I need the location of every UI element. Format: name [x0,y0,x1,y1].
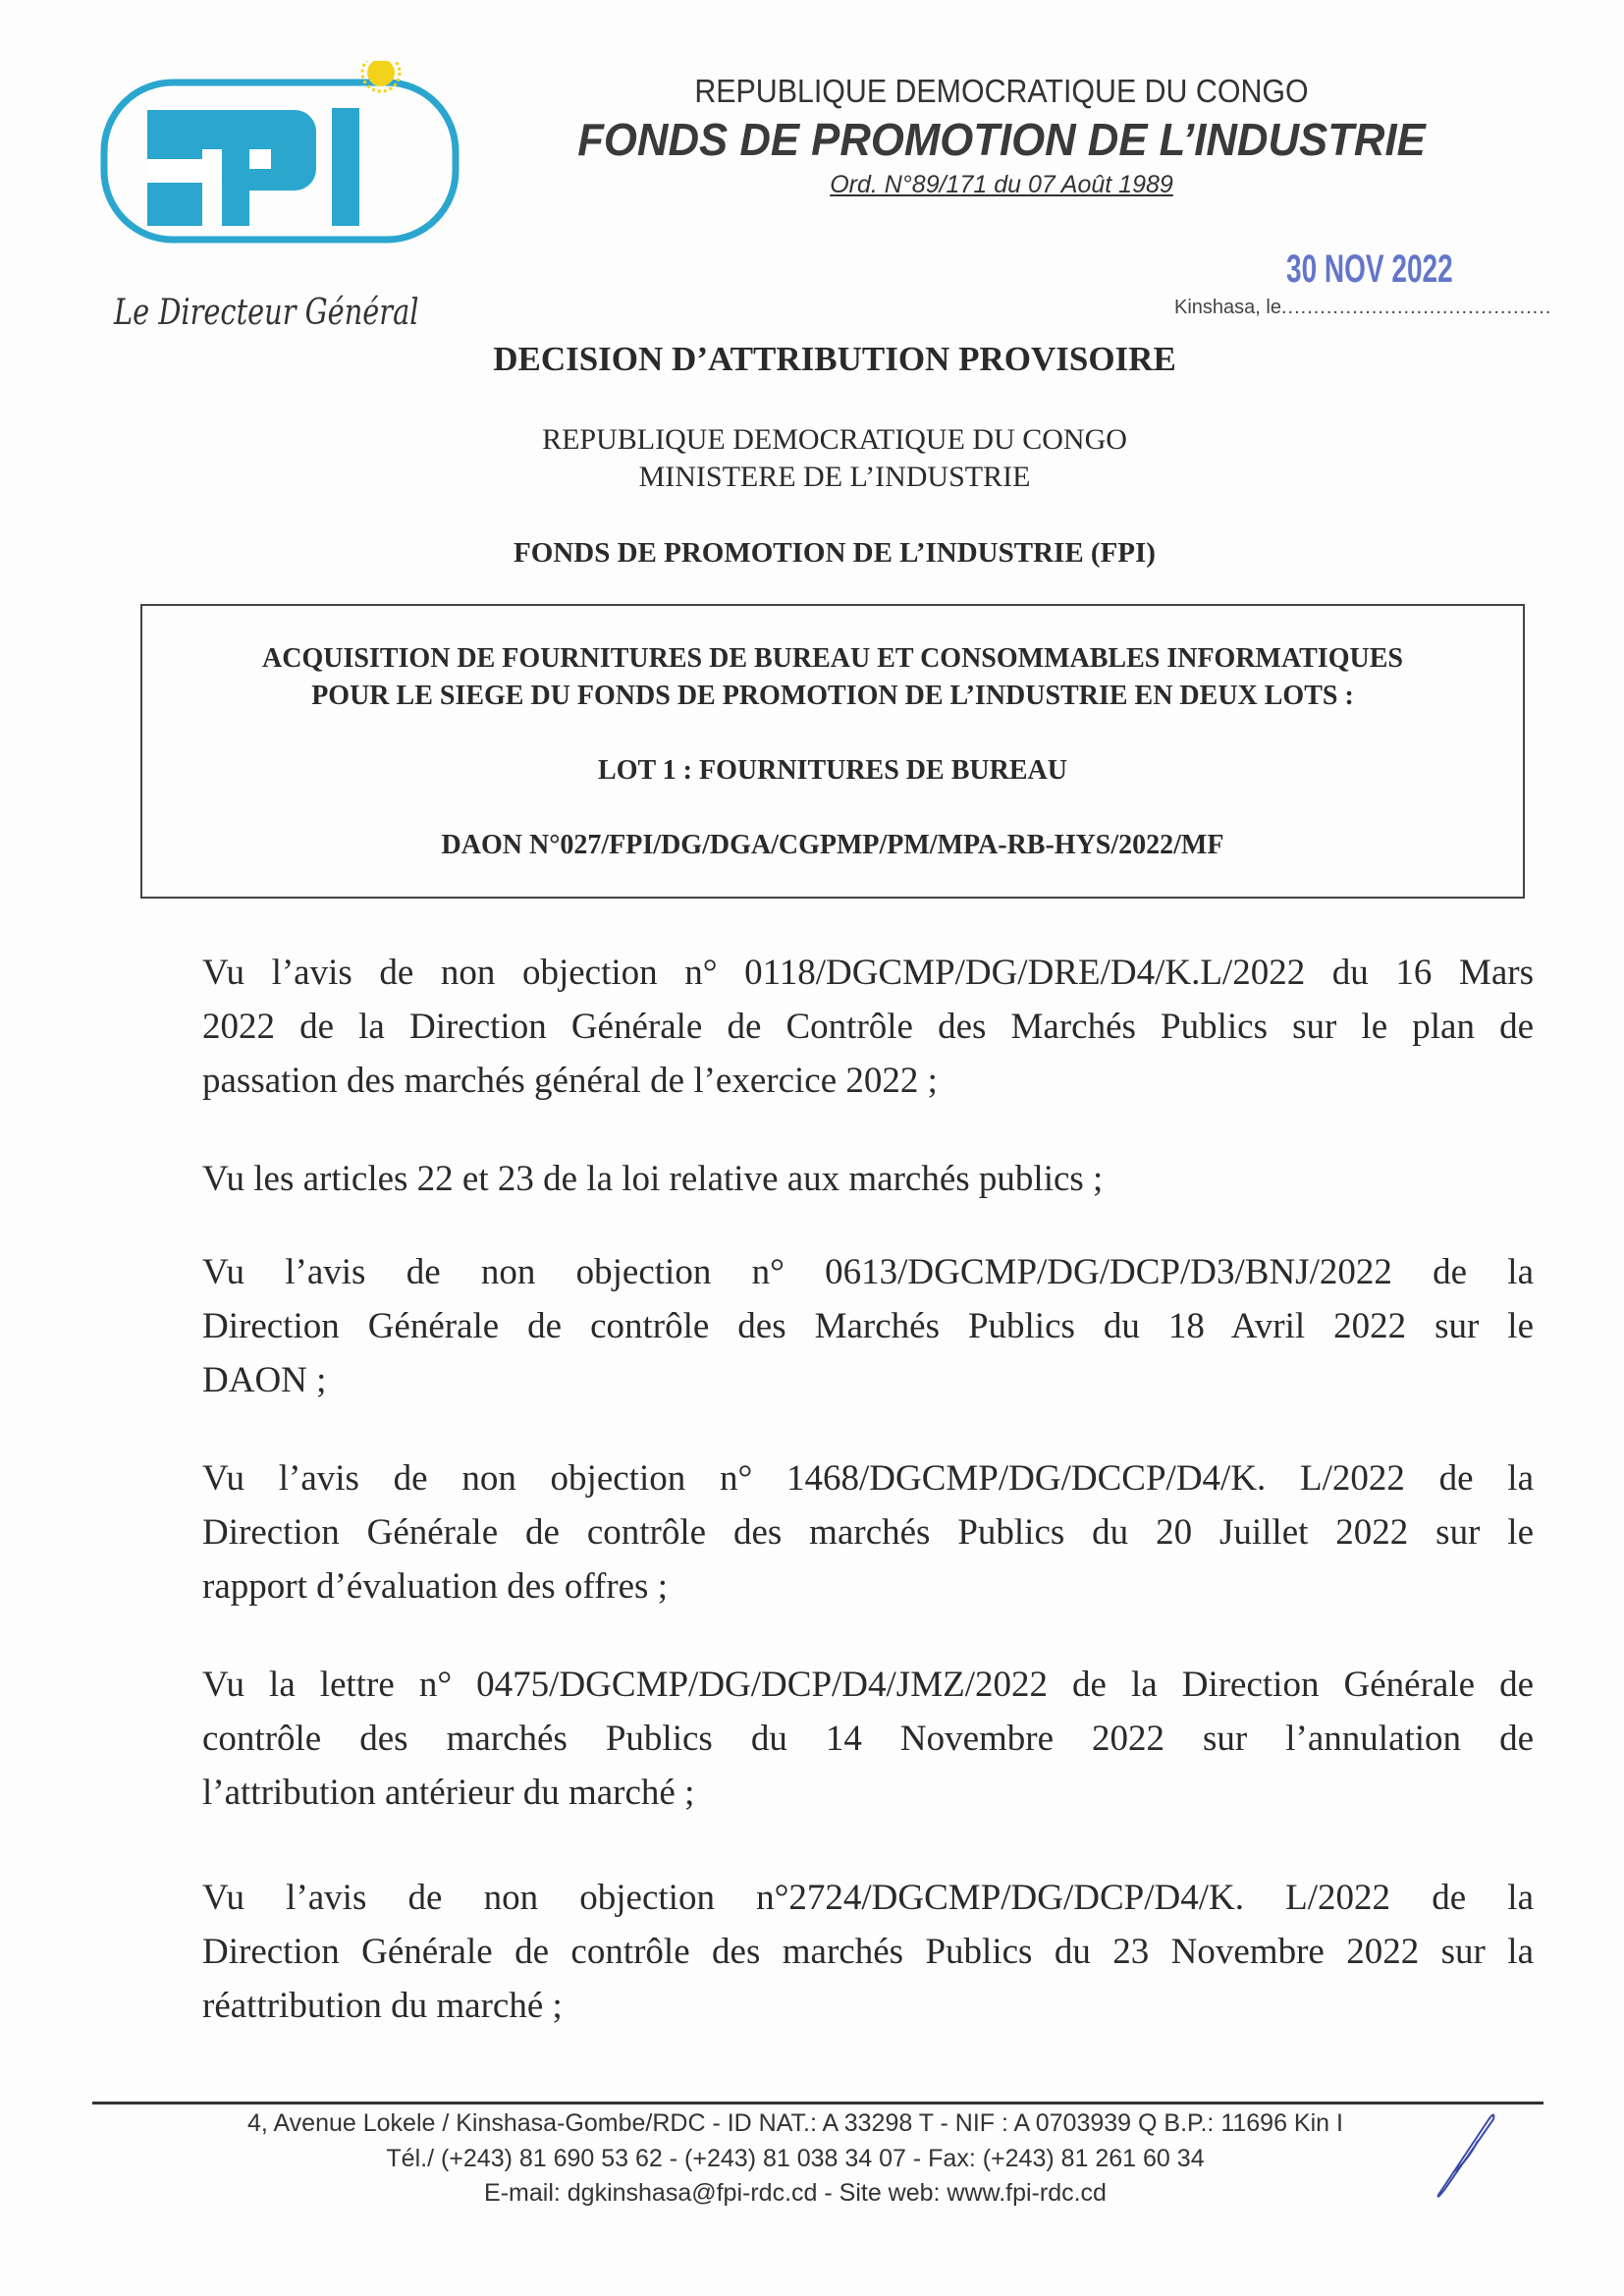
paragraph-5 [202,1658,1534,1820]
text-line: Direction Générale de contrôle des marchés Publics du 20 Juillet 2022 sur le [202,1512,1534,1553]
text-line: Vu l’avis de non objection n° 0118/DGCMP/DG/DRE/D4/K.L/2022 du 16 Mars [202,953,1534,993]
letterhead-ordinance: Ord. N°89/171 du 07 Août 1989 [830,171,1173,198]
text-line: Vu l’avis de non objection n° 0613/DGCMP/DG/DCP/D3/BNJ/2022 de la [202,1252,1534,1292]
text-line: DAON ; [202,1360,327,1400]
fund-line: FONDS DE PROMOTION DE L’INDUSTRIE (FPI) [514,537,1156,569]
paragraph-6 [202,1871,1534,2033]
ministry-line: MINISTERE DE L’INDUSTRIE [638,461,1031,493]
text-line: l’attribution antérieur du marché ; [202,1773,695,1813]
paragraph-2 [202,1152,1534,1206]
tender-subject-2: POUR LE SIEGE DU FONDS DE PROMOTION DE L’INDUSTRIE EN DEUX LOTS : [311,681,1354,711]
document-title: DECISION D’ATTRIBUTION PROVISOIRE [493,340,1176,378]
republic-line: REPUBLIQUE DEMOCRATIQUE DU CONGO [542,423,1127,456]
text-line: réattribution du marché ; [202,1986,563,2026]
signatory-label: Le Directeur Général [114,293,419,333]
text-line: Vu les articles 22 et 23 de la loi relative aux marchés publics ; [202,1159,1104,1199]
text-line: passation des marchés général de l’exercice 2022 ; [202,1061,938,1101]
daon-reference: DAON N°027/FPI/DG/DGA/CGPMP/PM/MPA-RB-HYS/2022/MF [441,830,1224,860]
text-line: Vu l’avis de non objection n° 1468/DGCMP/DG/DCCP/D4/K. L/2022 de la [202,1458,1534,1499]
paragraph-1 [202,946,1534,1108]
lot-label: LOT 1 : FOURNITURES DE BUREAU [598,755,1067,786]
place-label: Kinshasa, le [1174,297,1281,318]
place-date-line: Kinshasa, le.......................................... [1174,297,1552,318]
text-line: Direction Générale de contrôle des Marchés Publics du 18 Avril 2022 sur le [202,1306,1534,1346]
letterhead-organization: FONDS DE PROMOTION DE L’INDUSTRIE [577,114,1426,165]
fpi-logo [98,61,471,252]
text-line: 2022 de la Direction Générale de Contrôle des Marchés Publics sur le plan de [202,1007,1534,1047]
text-line: Vu l’avis de non objection n°2724/DGCMP/DG/DCP/D4/K. L/2022 de la [202,1878,1534,1918]
text-line: contrôle des marchés Publics du 14 Novembre 2022 sur l’annulation de [202,1719,1534,1759]
paragraph-4 [202,1451,1534,1613]
text-line: Direction Générale de contrôle des marchés Publics du 23 Novembre 2022 sur la [202,1932,1534,1972]
text-line: Vu la lettre n° 0475/DGCMP/DG/DCP/D4/JMZ/2022 de la Direction Générale de [202,1665,1534,1705]
footer-phones: Tél./ (+243) 81 690 53 62 - (+243) 81 038 34 07 - Fax: (+243) 81 261 60 34 [386,2145,1205,2172]
footer-divider [92,2102,1543,2105]
letterhead-country: REPUBLIQUE DEMOCRATIQUE DU CONGO [694,73,1309,109]
tender-subject-1: ACQUISITION DE FOURNITURES DE BUREAU ET CONSOMMABLES INFORMATIQUES [262,643,1403,674]
text-line: rapport d’évaluation des offres ; [202,1566,668,1607]
initials-signature-icon [1429,2102,1507,2205]
paragraph-3 [202,1245,1534,1407]
tender-box [140,604,1525,899]
footer-address: 4, Avenue Lokele / Kinshasa-Gombe/RDC - ID NAT.: A 33298 T - NIF : A 0703939 Q B.P.: 11696 Kin I [247,2109,1343,2137]
date-stamp: 30 NOV 2022 [1286,247,1453,291]
footer-contact: E-mail: dgkinshasa@fpi-rdc.cd - Site web: www.fpi-rdc.cd [484,2179,1107,2207]
